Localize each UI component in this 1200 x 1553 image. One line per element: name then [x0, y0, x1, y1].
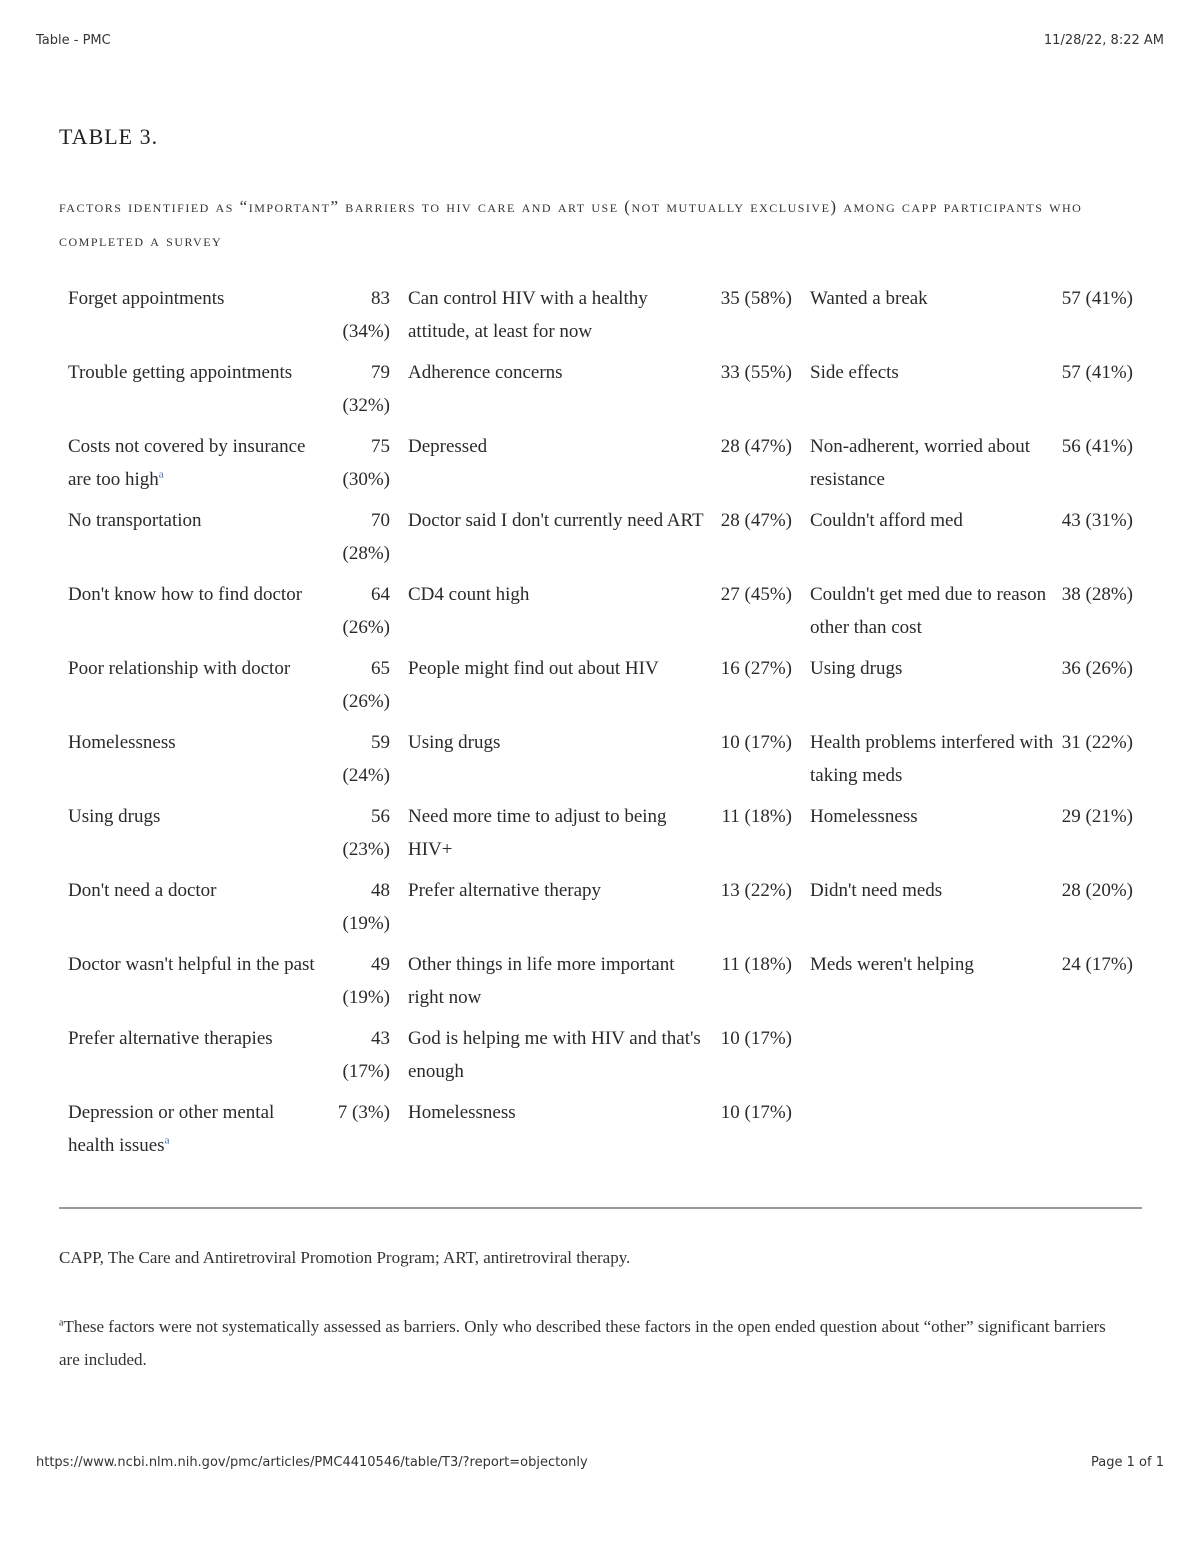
factor-cell — [801, 504, 1056, 578]
count-cell: 70 (28%) — [342, 510, 390, 564]
table-row — [59, 800, 1142, 874]
count-cell: 57 (41%) — [1061, 288, 1133, 309]
factor-label: No transportation — [68, 510, 202, 531]
table-row — [59, 282, 1142, 356]
print-header — [36, 33, 1164, 53]
factor-label: Using drugs — [810, 658, 903, 679]
factor-cell — [399, 578, 708, 652]
count-cell: 57 (41%) — [1061, 362, 1133, 383]
footnote-a-text: These factors were not systematically assessed as barriers. Only who described these factors in the open ended question about “other” significant barriers are included. — [59, 1317, 1106, 1369]
count-cell: 28 (47%) — [720, 436, 792, 457]
table-row — [59, 504, 1142, 578]
factor-label: Other things in life more important right now — [408, 954, 675, 1008]
factor-label: Meds weren't helping — [810, 954, 974, 975]
table-row — [59, 578, 1142, 652]
count-cell: 31 (22%) — [1061, 732, 1133, 753]
factor-label: Depressed — [408, 436, 488, 457]
factor-label: Using drugs — [408, 732, 501, 753]
count-cell: 56 (41%) — [1061, 436, 1133, 457]
factor-label: Using drugs — [68, 806, 161, 827]
factor-label: Don't need a doctor — [68, 880, 217, 901]
factor-cell — [801, 430, 1056, 504]
print-footer-page: Page 1 of 1 — [1091, 1455, 1164, 1470]
factor-cell — [59, 282, 319, 356]
barriers-table-body — [59, 282, 1142, 1172]
factor-cell — [59, 578, 319, 652]
count-cell: 35 (58%) — [720, 288, 792, 309]
factor-cell — [59, 504, 319, 578]
count-cell: 11 (18%) — [721, 806, 792, 827]
factor-cell — [59, 948, 319, 1022]
print-footer-url: https://www.ncbi.nlm.nih.gov/pmc/articles/PMC4410546/table/T3/?report=objectonly — [36, 1455, 588, 1470]
count-cell: 29 (21%) — [1061, 806, 1133, 827]
factor-cell — [399, 948, 708, 1022]
factor-label: Homelessness — [408, 1102, 516, 1123]
factor-cell — [59, 800, 319, 874]
count-cell: 79 (32%) — [342, 362, 390, 416]
footnote-link[interactable]: a — [164, 1134, 170, 1147]
factor-cell — [801, 652, 1056, 726]
factor-cell — [801, 726, 1056, 800]
count-cell: 38 (28%) — [1061, 584, 1133, 605]
factor-cell — [801, 578, 1056, 652]
count-cell: 10 (17%) — [720, 732, 792, 753]
count-cell: 24 (17%) — [1061, 954, 1133, 975]
factor-cell — [399, 356, 708, 430]
factor-cell — [801, 800, 1056, 874]
factor-label: Homelessness — [68, 732, 176, 753]
count-cell: 48 (19%) — [342, 880, 390, 934]
footnote-a — [59, 1310, 1119, 1376]
count-cell: 43 (31%) — [1061, 510, 1133, 531]
factor-cell — [801, 874, 1056, 948]
table-row — [59, 1022, 1142, 1096]
table-row — [59, 652, 1142, 726]
count-cell: 75 (30%) — [342, 436, 390, 490]
count-cell: 16 (27%) — [720, 658, 792, 679]
factor-label: Trouble getting appointments — [68, 362, 293, 383]
factor-label: Couldn't afford med — [810, 510, 963, 531]
table-row — [59, 726, 1142, 800]
factor-label: CD4 count high — [408, 584, 530, 605]
factor-cell — [59, 726, 319, 800]
factor-label: Side effects — [810, 362, 899, 383]
factor-label: People might find out about HIV — [408, 658, 659, 679]
factor-label: Non-adherent, worried about resistance — [810, 436, 1031, 490]
factor-label: Don't know how to find doctor — [68, 584, 303, 605]
factor-label: Couldn't get med due to reason other than cost — [810, 584, 1047, 638]
print-footer — [36, 1455, 1164, 1475]
factor-cell — [59, 874, 319, 948]
count-cell: 10 (17%) — [720, 1102, 792, 1123]
count-cell: 56 (23%) — [342, 806, 390, 860]
factor-cell — [399, 282, 708, 356]
factor-label: Doctor said I don't currently need ART — [408, 510, 704, 531]
table-row — [59, 948, 1142, 1022]
table-label: TABLE 3. — [59, 124, 159, 149]
factor-label: Can control HIV with a healthy attitude, at least for now — [408, 288, 648, 342]
factor-cell — [399, 874, 708, 948]
factor-cell — [399, 1022, 708, 1096]
table-bottom-rule — [59, 1207, 1142, 1209]
factor-label: Depression or other mental health issues — [68, 1102, 275, 1156]
count-cell: 11 (18%) — [721, 954, 792, 975]
factor-cell — [801, 1096, 1056, 1172]
factor-cell — [801, 356, 1056, 430]
count-cell: 27 (45%) — [720, 584, 792, 605]
print-header-timestamp: 11/28/22, 8:22 AM — [1043, 33, 1164, 48]
factor-cell — [399, 652, 708, 726]
table-row — [59, 874, 1142, 948]
factor-label: Prefer alternative therapy — [408, 880, 602, 901]
footnote-link[interactable]: a — [158, 468, 164, 481]
table-caption: factors identified as “important” barriers to hiv care and art use (not mutually exclusive) among capp participants who completed a survey — [59, 197, 1083, 250]
count-cell: 65 (26%) — [342, 658, 390, 712]
factor-cell — [801, 948, 1056, 1022]
factor-cell — [59, 1022, 319, 1096]
factor-label: Wanted a break — [810, 288, 928, 309]
factor-label: Health problems interfered with taking meds — [810, 732, 1054, 786]
factor-label: Poor relationship with doctor — [68, 658, 291, 679]
factor-label: Forget appointments — [68, 288, 225, 309]
factor-label: God is helping me with HIV and that's enough — [408, 1028, 701, 1082]
factor-label: Didn't need meds — [810, 880, 943, 901]
count-cell: 36 (26%) — [1061, 658, 1133, 679]
count-cell: 7 (3%) — [337, 1102, 390, 1123]
count-cell — [1056, 1096, 1142, 1172]
factor-cell — [399, 1096, 708, 1172]
factor-cell — [399, 726, 708, 800]
table-row — [59, 1096, 1142, 1172]
factor-label: Costs not covered by insurance are too high — [68, 436, 306, 490]
factor-cell — [59, 652, 319, 726]
factor-cell — [399, 800, 708, 874]
count-cell: 13 (22%) — [720, 880, 792, 901]
factor-cell — [59, 1096, 319, 1172]
factor-label: Prefer alternative therapies — [68, 1028, 273, 1049]
table-row — [59, 430, 1142, 504]
count-cell: 10 (17%) — [720, 1028, 792, 1049]
count-cell: 43 (17%) — [342, 1028, 390, 1082]
factor-label: Adherence concerns — [408, 362, 563, 383]
count-cell — [1056, 1022, 1142, 1096]
barriers-table — [59, 282, 1142, 1172]
print-header-title: Table - PMC — [36, 33, 111, 48]
factor-cell — [399, 430, 708, 504]
count-cell: 28 (47%) — [720, 510, 792, 531]
factor-cell — [801, 1022, 1056, 1096]
count-cell: 49 (19%) — [342, 954, 390, 1008]
factor-label: Need more time to adjust to being HIV+ — [408, 806, 667, 860]
factor-label: Doctor wasn't helpful in the past — [68, 954, 315, 975]
table-row — [59, 356, 1142, 430]
footnote-abbreviations: CAPP, The Care and Antiretroviral Promotion Program; ART, antiretroviral therapy. — [59, 1248, 631, 1267]
count-cell: 59 (24%) — [342, 732, 390, 786]
factor-cell — [801, 282, 1056, 356]
factor-cell — [399, 504, 708, 578]
count-cell: 33 (55%) — [720, 362, 792, 383]
footnote-a-marker: a — [59, 1317, 64, 1329]
factor-cell — [59, 430, 319, 504]
factor-label: Homelessness — [810, 806, 918, 827]
count-cell: 28 (20%) — [1061, 880, 1133, 901]
factor-cell — [59, 356, 319, 430]
count-cell: 83 (34%) — [342, 288, 390, 342]
count-cell: 64 (26%) — [342, 584, 390, 638]
